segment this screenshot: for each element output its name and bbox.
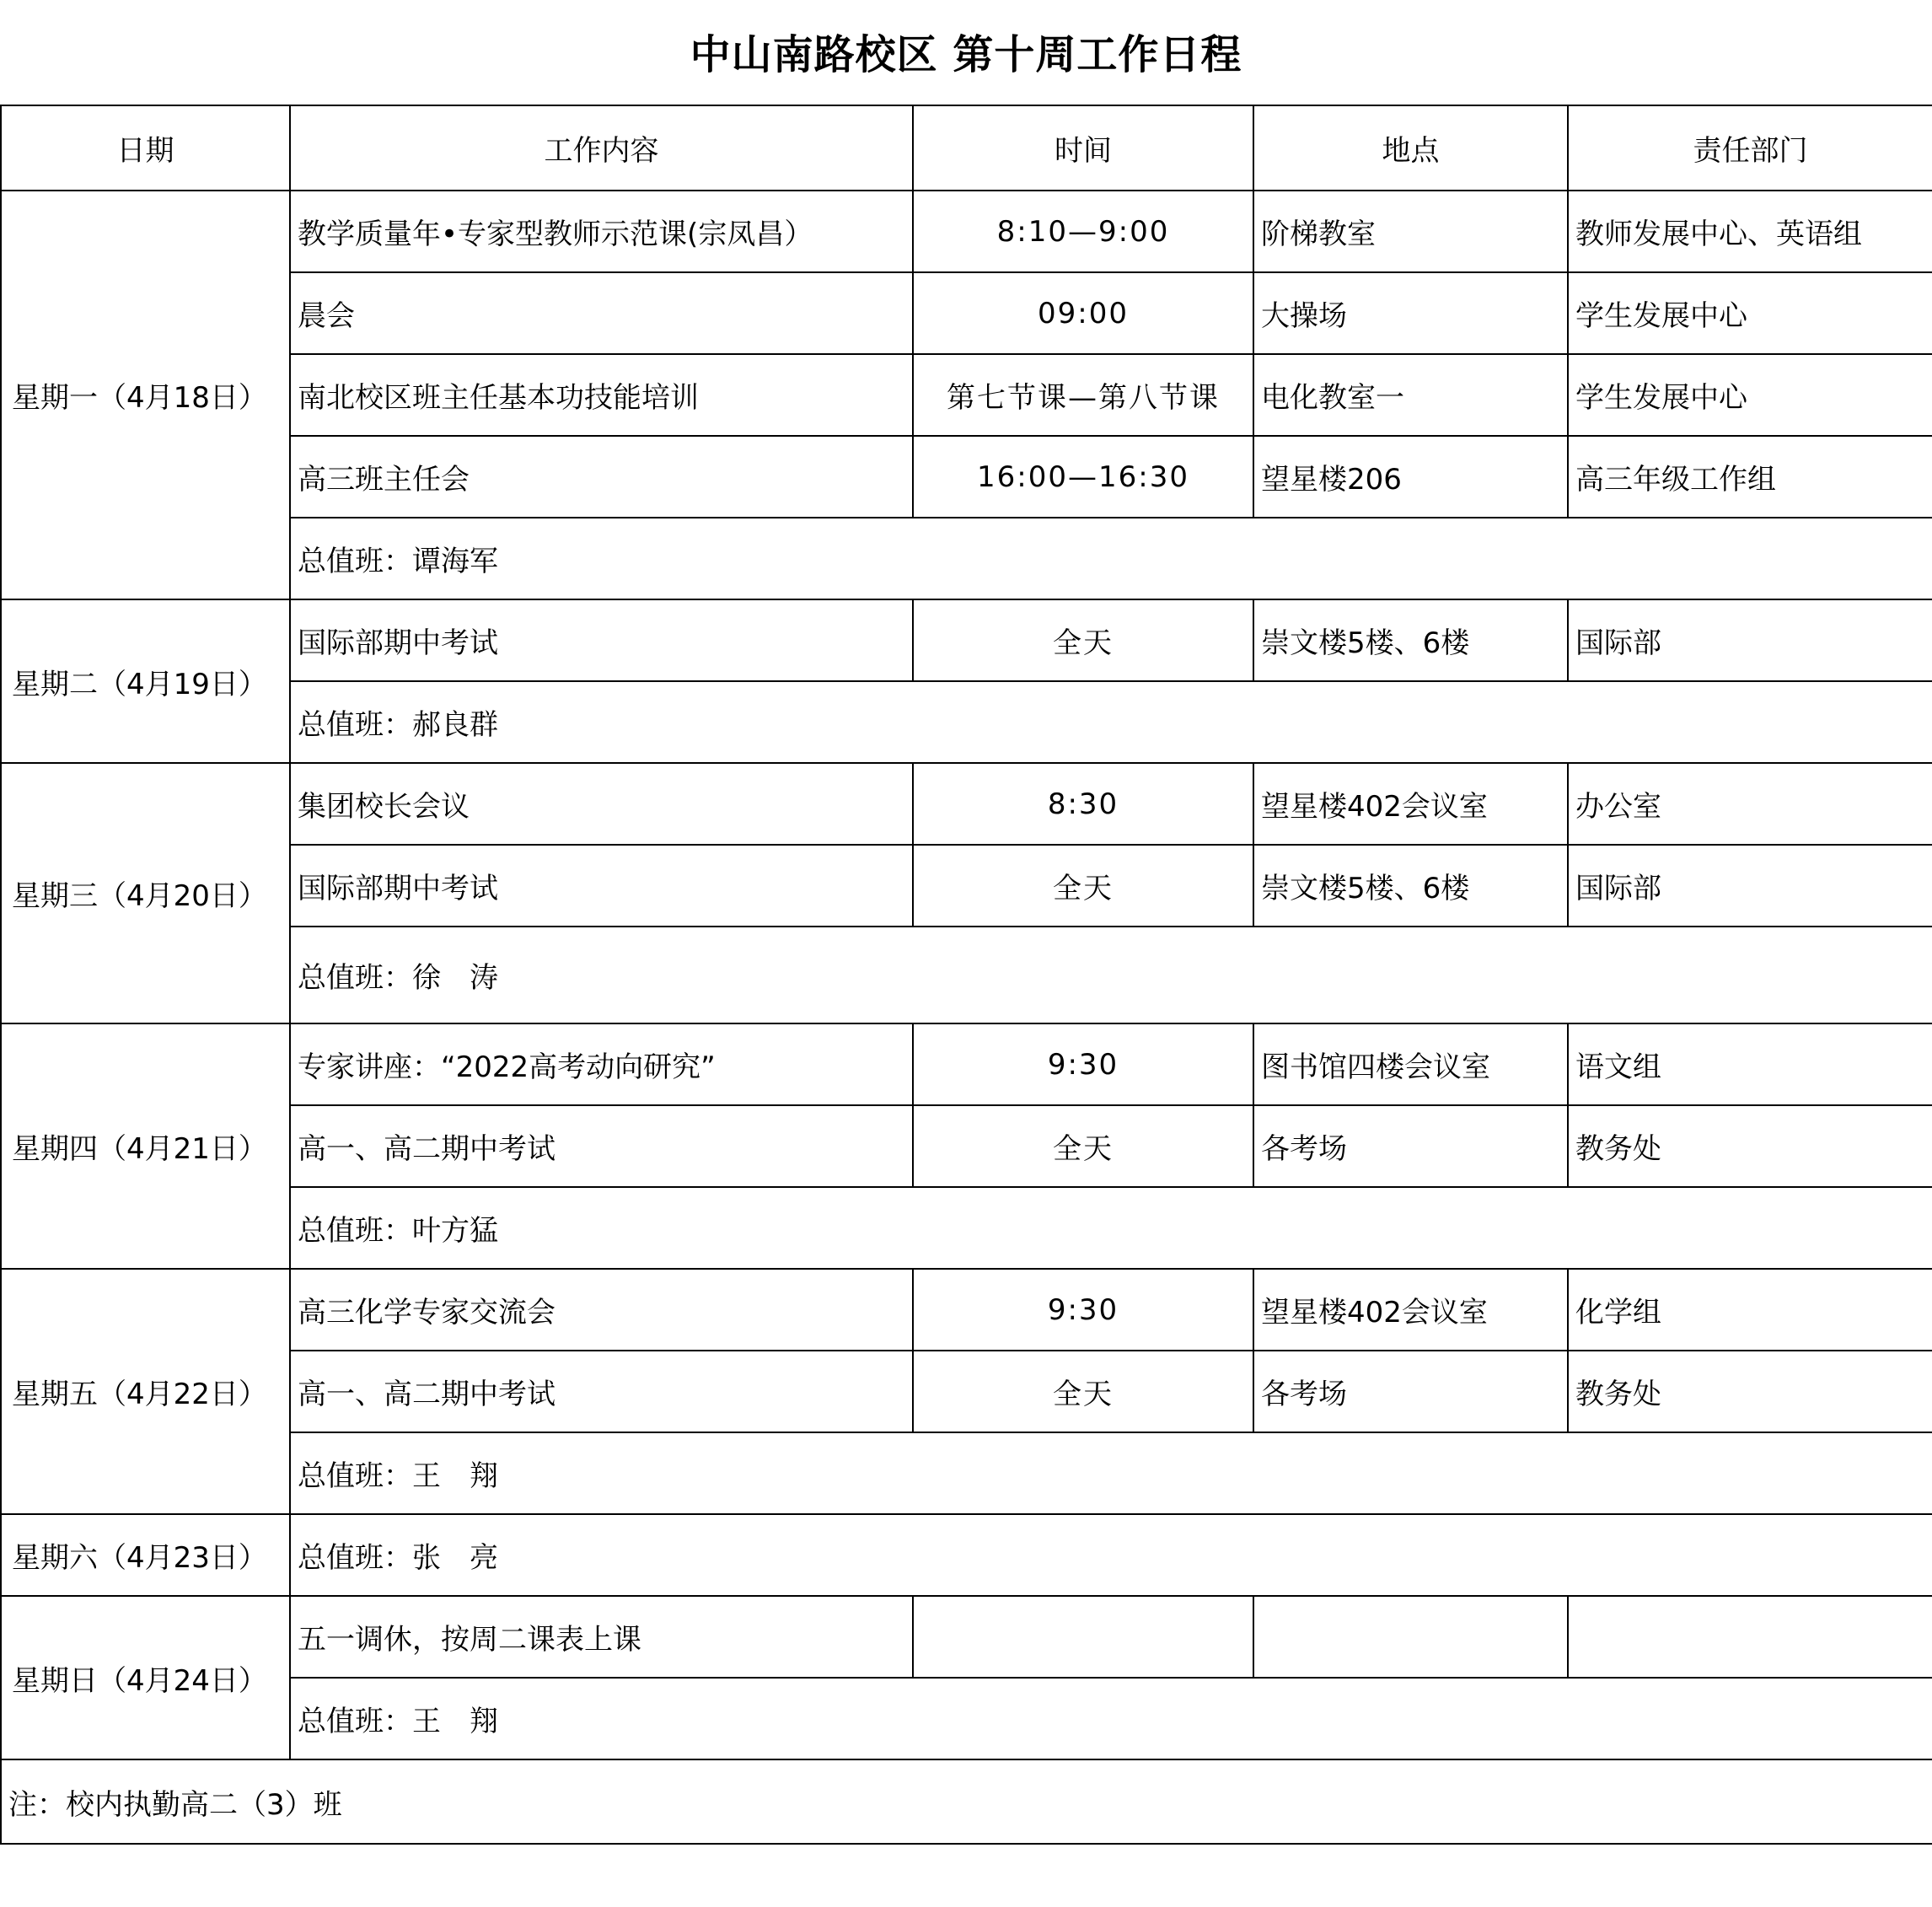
table-row <box>1 845 1932 927</box>
event-content: 晨会 <box>290 272 913 354</box>
duty-cell: 总值班：叶方猛 <box>290 1187 1932 1269</box>
table-row <box>1 1596 1932 1678</box>
event-content: 高一、高二期中考试 <box>290 1105 913 1187</box>
table-row <box>1 1023 1932 1105</box>
note-row <box>1 1759 1932 1844</box>
event-content: 集团校长会议 <box>290 763 913 845</box>
duty-cell: 总值班：王 翔 <box>290 1678 1932 1759</box>
table-row <box>1 1432 1932 1514</box>
event-dept: 教务处 <box>1568 1105 1932 1187</box>
duty-cell: 总值班：郝良群 <box>290 681 1932 763</box>
event-dept: 语文组 <box>1568 1023 1932 1105</box>
day-label: 星期四（4月21日） <box>1 1023 290 1269</box>
event-time: 8:30 <box>913 763 1253 845</box>
event-time: 全天 <box>913 1105 1253 1187</box>
event-place: 图书馆四楼会议室 <box>1253 1023 1568 1105</box>
schedule-table <box>0 105 1932 1845</box>
event-content: 高一、高二期中考试 <box>290 1351 913 1432</box>
event-content: 高三化学专家交流会 <box>290 1269 913 1351</box>
day-label: 星期一（4月18日） <box>1 191 290 599</box>
event-dept: 化学组 <box>1568 1269 1932 1351</box>
event-dept: 教师发展中心、英语组 <box>1568 191 1932 272</box>
header-row <box>1 105 1932 191</box>
event-time: 9:30 <box>913 1269 1253 1351</box>
event-place: 阶梯教室 <box>1253 191 1568 272</box>
event-dept: 学生发展中心 <box>1568 354 1932 436</box>
header-place: 地点 <box>1253 105 1568 191</box>
table-row <box>1 1514 1932 1596</box>
day-label: 星期二（4月19日） <box>1 599 290 763</box>
event-place: 电化教室一 <box>1253 354 1568 436</box>
event-content: 国际部期中考试 <box>290 845 913 927</box>
event-place: 崇文楼5楼、6楼 <box>1253 845 1568 927</box>
event-content: 国际部期中考试 <box>290 599 913 681</box>
page-title: 中山南路校区 第十周工作日程 <box>690 31 1242 78</box>
duty-cell: 总值班：张 亮 <box>290 1514 1932 1596</box>
event-dept: 国际部 <box>1568 599 1932 681</box>
day-label: 星期三（4月20日） <box>1 763 290 1023</box>
event-place: 各考场 <box>1253 1105 1568 1187</box>
header-content: 工作内容 <box>290 105 913 191</box>
table-row <box>1 354 1932 436</box>
table-row <box>1 436 1932 518</box>
event-content: 五一调休，按周二课表上课 <box>290 1596 913 1678</box>
event-dept: 学生发展中心 <box>1568 272 1932 354</box>
day-label: 星期六（4月23日） <box>1 1514 290 1596</box>
event-dept <box>1568 1596 1932 1678</box>
event-place: 各考场 <box>1253 1351 1568 1432</box>
event-time: 全天 <box>913 845 1253 927</box>
table-row <box>1 1187 1932 1269</box>
event-place: 望星楼402会议室 <box>1253 763 1568 845</box>
event-time: 第七节课—第八节课 <box>913 354 1253 436</box>
note-text: 注：校内执勤高二（3）班 <box>1 1759 1932 1844</box>
table-row <box>1 681 1932 763</box>
header-dept: 责任部门 <box>1568 105 1932 191</box>
table-row <box>1 1269 1932 1351</box>
event-time: 8:10—9:00 <box>913 191 1253 272</box>
duty-cell: 总值班：徐 涛 <box>290 927 1932 1023</box>
event-dept: 国际部 <box>1568 845 1932 927</box>
event-dept: 教务处 <box>1568 1351 1932 1432</box>
event-dept: 高三年级工作组 <box>1568 436 1932 518</box>
table-row <box>1 1678 1932 1759</box>
duty-cell: 总值班：王 翔 <box>290 1432 1932 1514</box>
event-content: 高三班主任会 <box>290 436 913 518</box>
day-label: 星期日（4月24日） <box>1 1596 290 1759</box>
event-time <box>913 1596 1253 1678</box>
event-content: 南北校区班主任基本功技能培训 <box>290 354 913 436</box>
event-place: 大操场 <box>1253 272 1568 354</box>
table-row <box>1 1351 1932 1432</box>
event-place <box>1253 1596 1568 1678</box>
table-row <box>1 927 1932 1023</box>
day-label: 星期五（4月22日） <box>1 1269 290 1514</box>
event-place: 崇文楼5楼、6楼 <box>1253 599 1568 681</box>
table-row <box>1 763 1932 845</box>
header-date: 日期 <box>1 105 290 191</box>
event-content: 专家讲座：“2022高考动向研究” <box>290 1023 913 1105</box>
table-row <box>1 518 1932 599</box>
event-place: 望星楼206 <box>1253 436 1568 518</box>
header-time: 时间 <box>913 105 1253 191</box>
event-dept: 办公室 <box>1568 763 1932 845</box>
duty-cell: 总值班：谭海军 <box>290 518 1932 599</box>
event-place: 望星楼402会议室 <box>1253 1269 1568 1351</box>
table-row <box>1 272 1932 354</box>
table-row <box>1 191 1932 272</box>
table-row <box>1 1105 1932 1187</box>
event-time: 全天 <box>913 599 1253 681</box>
event-time: 09:00 <box>913 272 1253 354</box>
event-content: 教学质量年•专家型教师示范课(宗凤昌） <box>290 191 913 272</box>
event-time: 16:00—16:30 <box>913 436 1253 518</box>
table-row <box>1 599 1932 681</box>
event-time: 9:30 <box>913 1023 1253 1105</box>
event-time: 全天 <box>913 1351 1253 1432</box>
